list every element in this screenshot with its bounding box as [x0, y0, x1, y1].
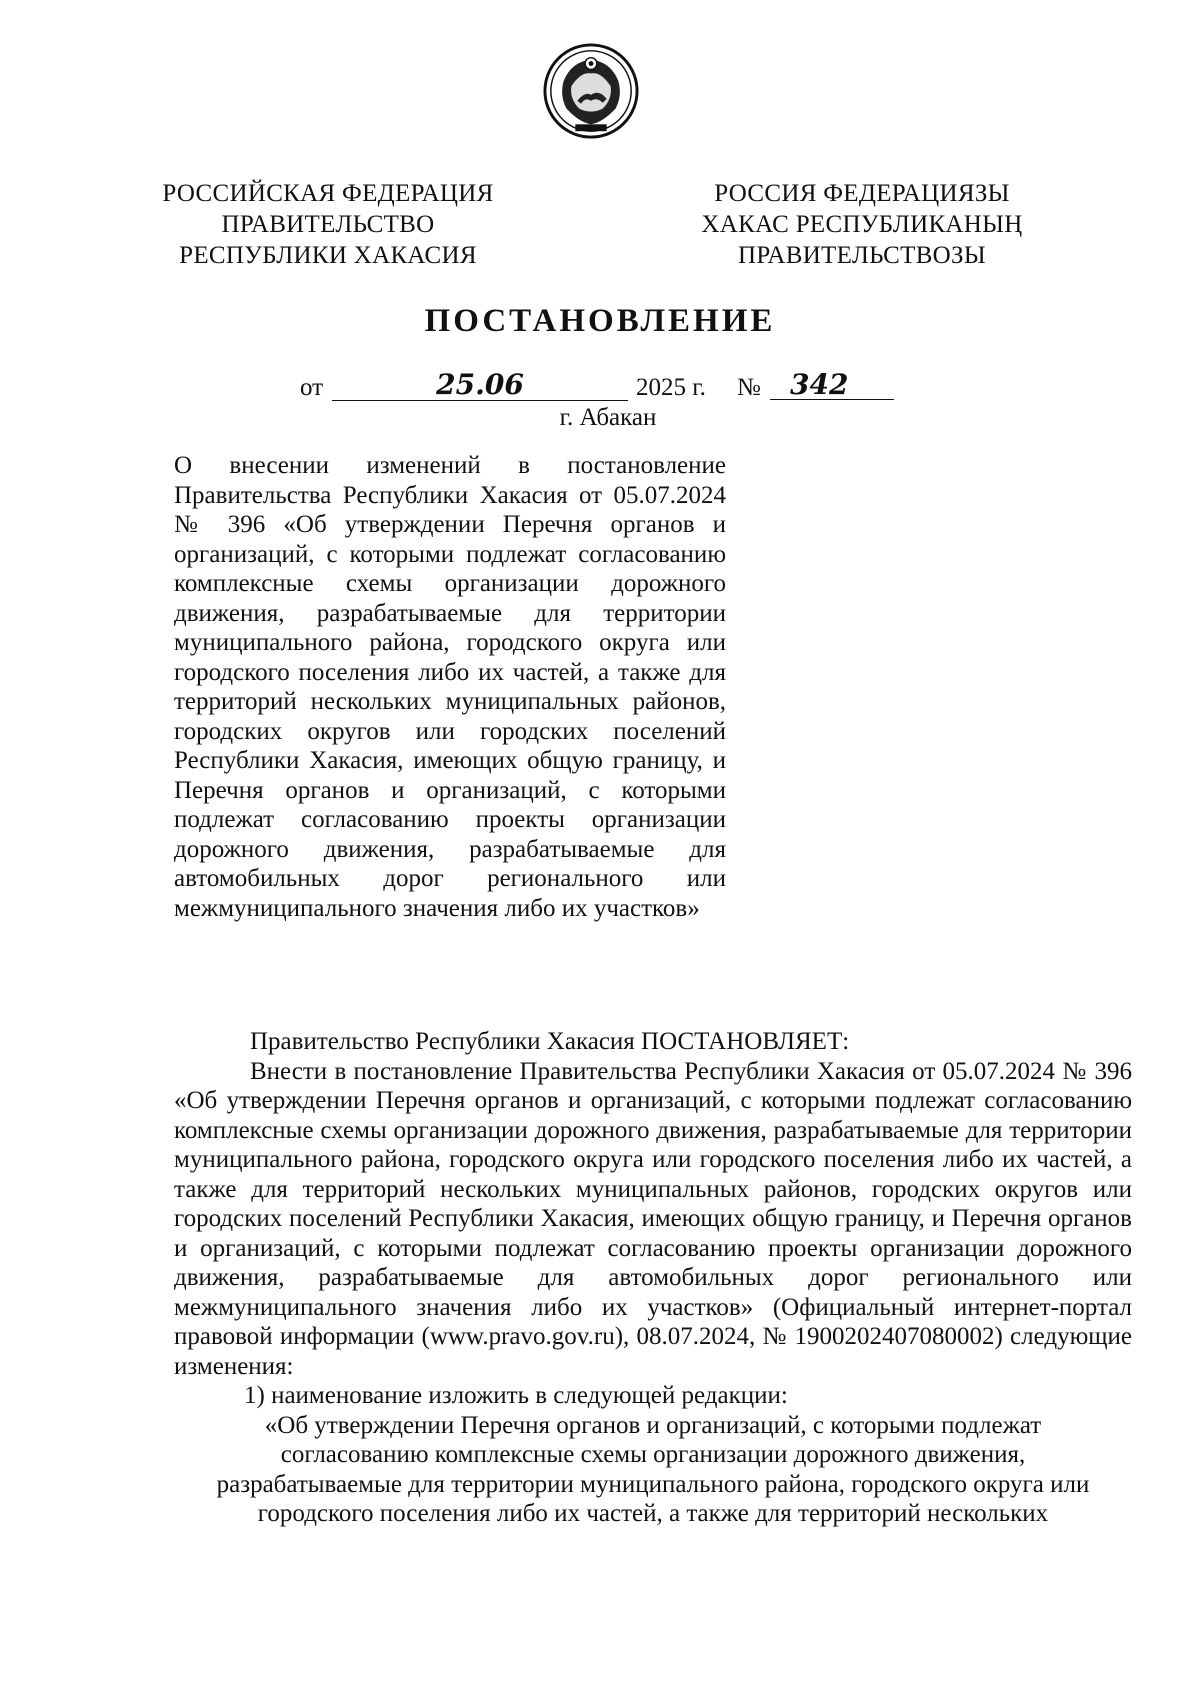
city-line [0, 404, 1200, 432]
header-left-line-2: ПРАВИТЕЛЬСТВО [221, 211, 435, 238]
quoted-line-3: разрабатываемые для территории муниципального района, городского округа или [216, 1470, 1090, 1498]
header-right-line-3: ПРАВИТЕЛЬСТВОЗЫ [738, 242, 986, 269]
header-khakas [682, 178, 1042, 271]
list-item-1: 1) наименование изложить в следующей редакции: [244, 1382, 788, 1409]
quoted-title-block [174, 1411, 1132, 1529]
number-label: № [737, 374, 761, 401]
handwritten-number: 342 [770, 368, 894, 400]
quoted-line-2: согласованию комплексные схемы организации дорожного движения, [280, 1441, 1026, 1468]
from-label: от [300, 374, 324, 401]
header-left-line-1: РОССИЙСКАЯ ФЕДЕРАЦИЯ [162, 180, 494, 207]
quoted-line-4: городского поселения либо их частей, а также для территорий нескольких [257, 1500, 1049, 1527]
coat-of-arms-emblem [542, 42, 640, 140]
header-right-line-1: РОССИЯ ФЕДЕРАЦИЯЗЫ [714, 180, 1010, 207]
main-paragraph: Внести в постановление Правительства Республики Хакасия от 05.07.2024 № 396 «Об утверждении Перечня органов и организаций, с которыми подлежат согласованию комплексные схемы организации дорожного движения, разрабатываемые для территории муниципального района, городского округа или городского поселения либо их частей, а также для территорий нескольких муниципальных районов, городских округов или городских поселений Республики Хакасия, имеющих общую границу, и Перечня органов и организаций, с которыми подлежат согласованию проекты организации дорожного движения, разрабатываемые для автомобильных дорог регионального или межмуниципального значения либо их участков» (Официальный интернет-портал правовой информации (www.pravo.gov.ru), 08.07.2024, № 1900202407080002) следующие изменения: [174, 1057, 1132, 1380]
document-subject: О внесении изменений в постановление Правительства Республики Хакасия от 05.07.2024 № 396 «Об утверждении Перечня органов и организаций, с которыми подлежат согласованию комплексные схемы организации дорожного движения, разрабатываемые для территории муниципального района, городского округа или городского поселения либо их частей, а также для территорий нескольких муниципальных районов, городских округов или городских поселений Республики Хакасия, имеющих общую границу, и Перечня органов и организаций, с которыми подлежат согласованию проекты организации дорожного движения, разрабатываемые для автомобильных дорог регионального или межмуниципального значения либо их участков» [174, 452, 726, 922]
decree-line: Правительство Республики Хакасия ПОСТАНОВЛЯЕТ: [250, 1028, 850, 1055]
header-left-line-3: РЕСПУБЛИКИ ХАКАСИЯ [179, 242, 477, 269]
header-russian [148, 178, 508, 271]
document-title: ПОСТАНОВЛЕНИЕ [424, 303, 776, 339]
quoted-line-1: «Об утверждении Перечня органов и организаций, с которыми подлежат [264, 1411, 1042, 1439]
document-body [174, 1027, 1132, 1529]
city-name: г. Абакан [559, 404, 657, 431]
year-label: 2025 г. [636, 374, 706, 401]
header-right-line-2: ХАКАС РЕСПУБЛИКАНЫҢ [701, 211, 1023, 238]
handwritten-date: 25.06 [332, 368, 628, 401]
